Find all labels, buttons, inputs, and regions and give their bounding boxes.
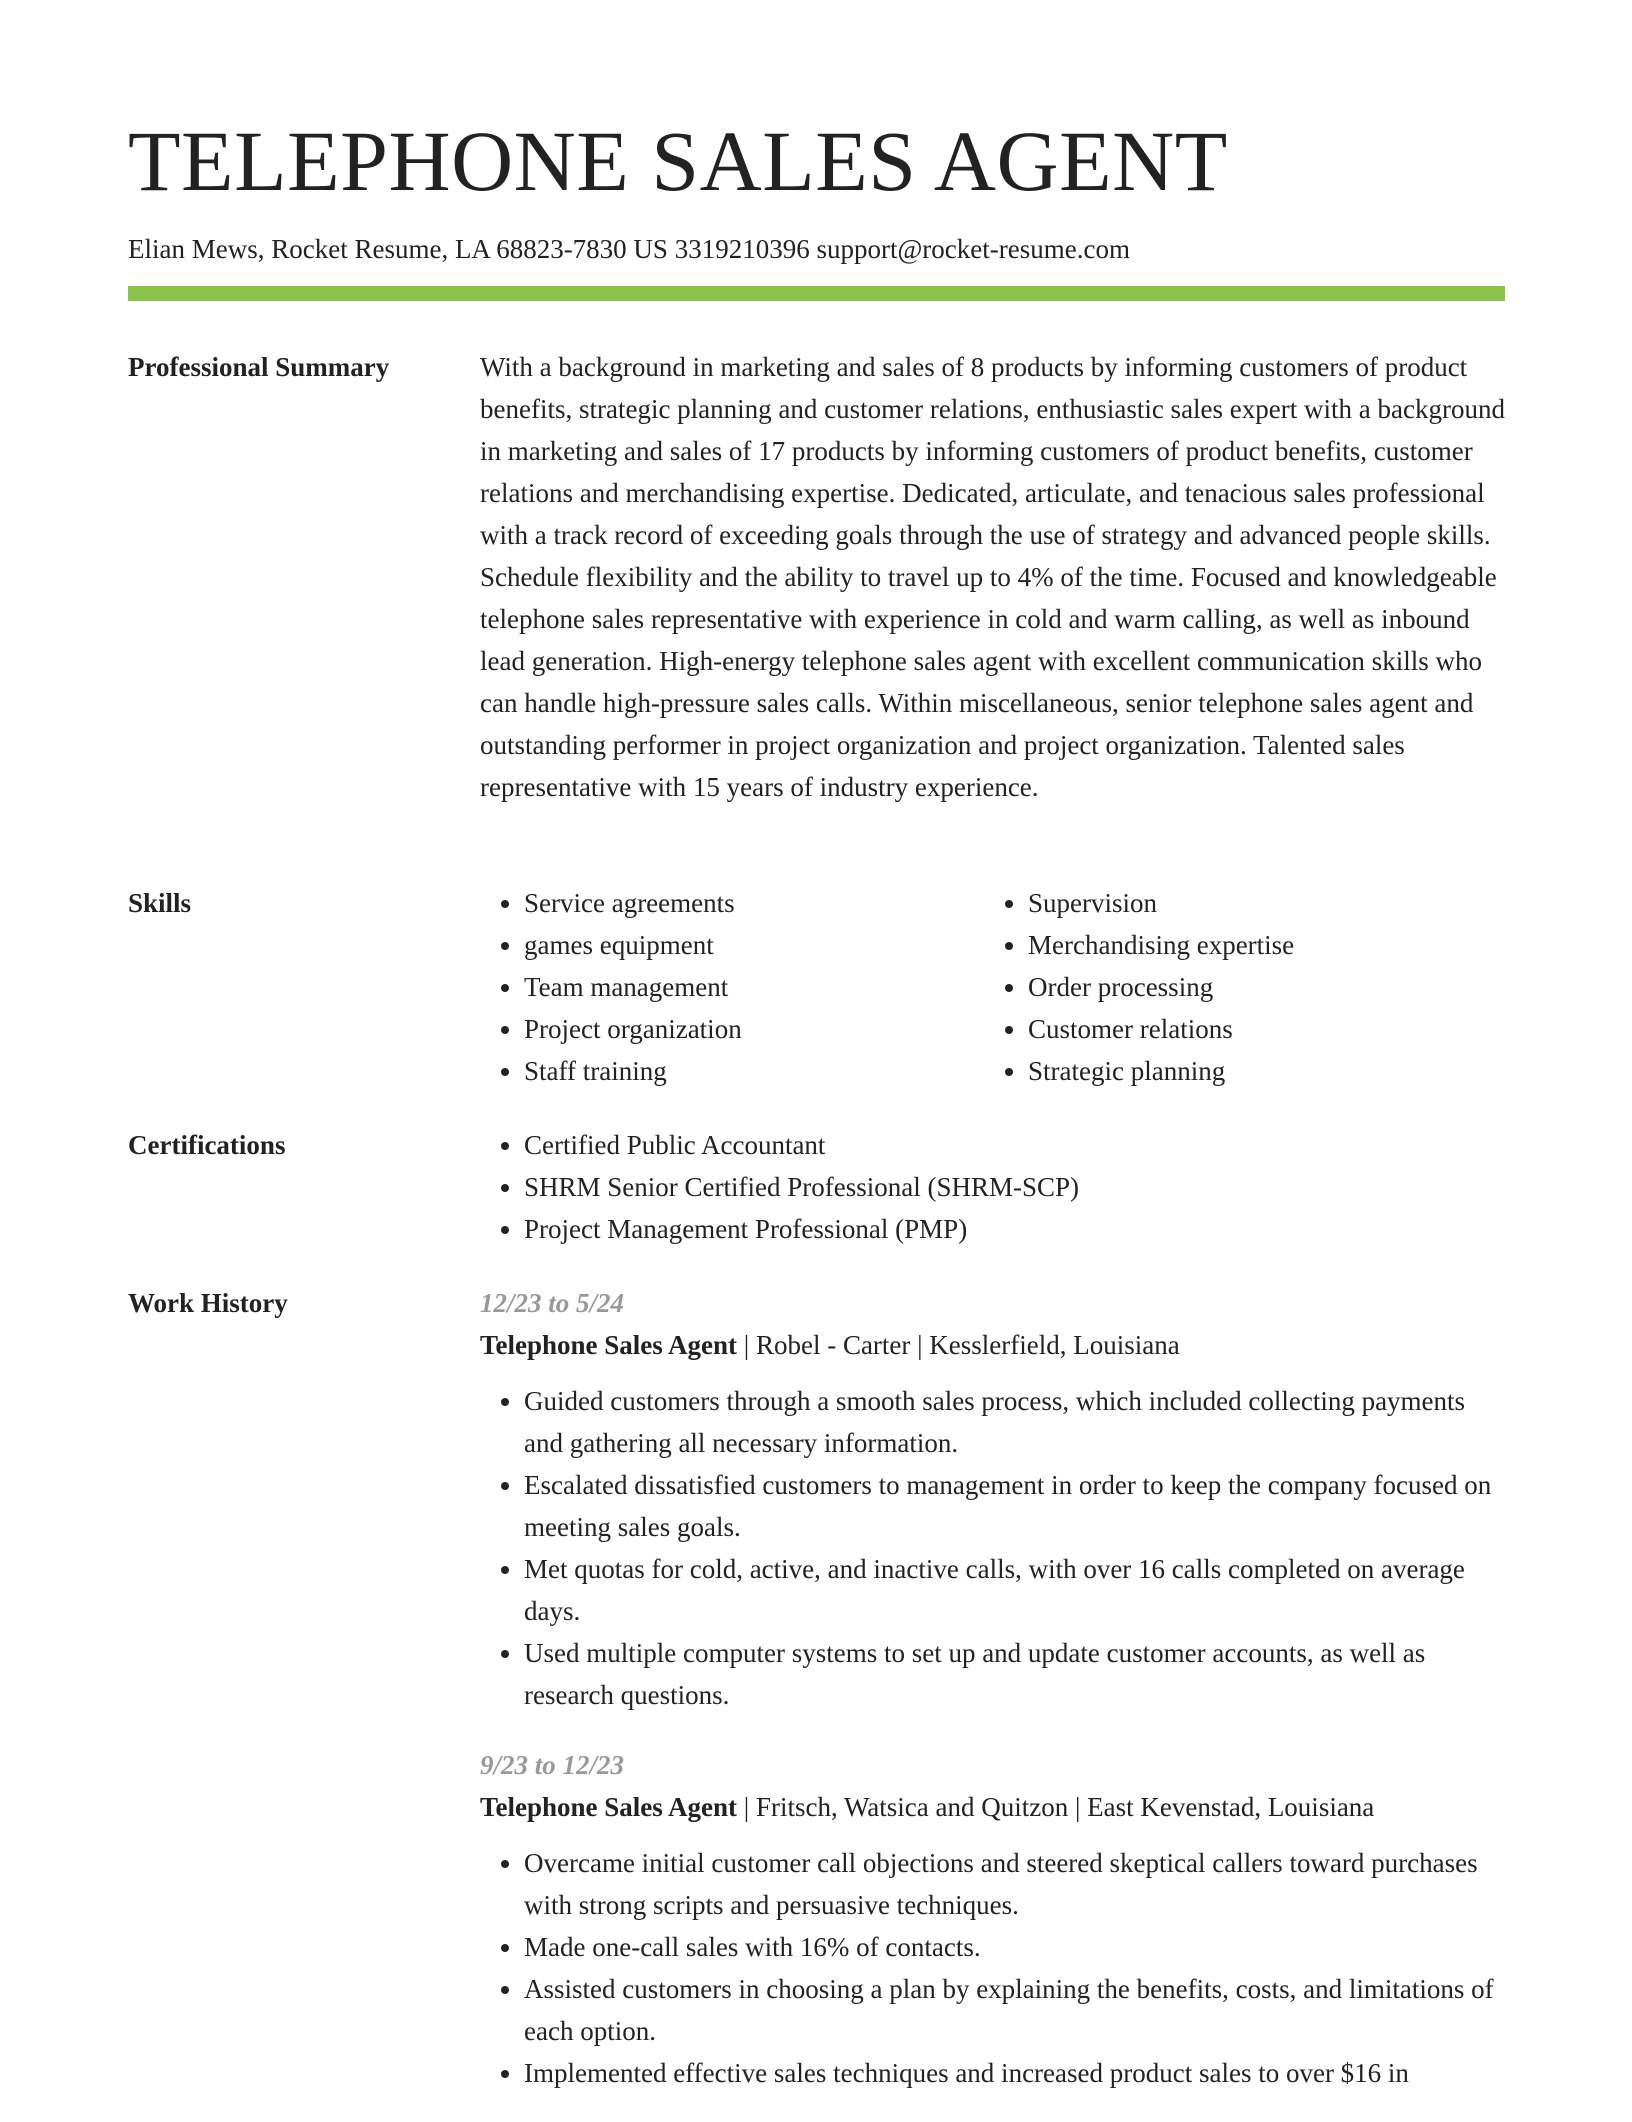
job-dates: 9/23 to 12/23 xyxy=(480,1750,625,1780)
certification-item: • Certified Public Accountant xyxy=(524,1124,1505,1166)
skills-column-right xyxy=(984,882,1488,1092)
certification-item: • SHRM Senior Certified Professional (SHRM-SCP) xyxy=(524,1166,1505,1208)
contact-line: Elian Mews, Rocket Resume, LA 68823-7830 US 3319210396 support@rocket-resume.com xyxy=(128,234,1130,264)
skill-item: • Supervision xyxy=(1028,882,1488,924)
job-entry xyxy=(480,1744,1505,2094)
summary-text: With a background in marketing and sales of 8 products by informing customers of product benefits, strategic planning and customer relations, enthusiastic sales expert with a background in marketing and sales of 17 products by informing customers of product benefits, customer relations and merchandising expertise. Dedicated, articulate, and tenacious sales professional with a track record of exceeding goals through the use of strategy and advanced people skills. Schedule flexibility and the ability to travel up to 4% of the time. Focused and knowledgeable telephone sales representative with experience in cold and warm calling, as well as inbound lead generation. High-energy telephone sales agent with excellent communication skills who can handle high-pressure sales calls. Within miscellaneous, senior telephone sales agent and outstanding performer in project organization and project organization. Talented sales representative with 15 years of industry experience. xyxy=(480,352,1505,802)
job-bullet: • Implemented effective sales techniques and increased product sales to over $16 in xyxy=(524,2052,1505,2094)
summary-label: Professional Summary xyxy=(128,352,390,382)
certifications-body xyxy=(480,1124,1505,1250)
job-bullet: • Escalated dissatisfied customers to management in order to keep the company focused on meeting sales goals. xyxy=(524,1464,1505,1548)
skill-item: • Strategic planning xyxy=(1028,1050,1488,1092)
work-history-label: Work History xyxy=(128,1288,288,1318)
job-bullet: • Assisted customers in choosing a plan by explaining the benefits, costs, and limitations of each option. xyxy=(524,1968,1505,2052)
job-dates: 12/23 to 5/24 xyxy=(480,1288,625,1318)
job-heading xyxy=(480,1324,1505,1366)
skill-item: • Customer relations xyxy=(1028,1008,1488,1050)
skills-body xyxy=(480,882,1505,1092)
skill-item: • Merchandising expertise xyxy=(1028,924,1488,966)
skill-item: • Staff training xyxy=(524,1050,984,1092)
work-history-body xyxy=(480,1282,1505,2122)
job-bullet: • Met quotas for cold, active, and inactive calls, with over 16 calls completed on average days. xyxy=(524,1548,1505,1632)
resume-title: TELEPHONE SALES AGENT xyxy=(128,113,1228,209)
skills-label: Skills xyxy=(128,888,192,918)
job-details: | Fritsch, Watsica and Quitzon | East Kevenstad, Louisiana xyxy=(737,1792,1375,1822)
job-heading xyxy=(480,1786,1505,1828)
job-bullet: • Overcame initial customer call objections and steered skeptical callers toward purchases with strong scripts and persuasive techniques. xyxy=(524,1842,1505,1926)
skill-item: • games equipment xyxy=(524,924,984,966)
skill-item: • Service agreements xyxy=(524,882,984,924)
skill-item: • Project organization xyxy=(524,1008,984,1050)
accent-divider xyxy=(128,286,1505,301)
skills-column-left xyxy=(480,882,984,1092)
job-entry xyxy=(480,1282,1505,1716)
skill-item: • Order processing xyxy=(1028,966,1488,1008)
job-bullet: • Used multiple computer systems to set up and update customer accounts, as well as research questions. xyxy=(524,1632,1505,1716)
job-bullet: • Made one-call sales with 16% of contacts. xyxy=(524,1926,1505,1968)
job-bullet: • Guided customers through a smooth sales process, which included collecting payments and gathering all necessary information. xyxy=(524,1380,1505,1464)
job-details: | Robel - Carter | Kesslerfield, Louisiana xyxy=(737,1330,1180,1360)
job-title: Telephone Sales Agent xyxy=(480,1792,738,1822)
certifications-label: Certifications xyxy=(128,1130,286,1160)
job-title: Telephone Sales Agent xyxy=(480,1330,738,1360)
summary-body xyxy=(480,346,1505,808)
certification-item: • Project Management Professional (PMP) xyxy=(524,1208,1505,1250)
skill-item: • Team management xyxy=(524,966,984,1008)
